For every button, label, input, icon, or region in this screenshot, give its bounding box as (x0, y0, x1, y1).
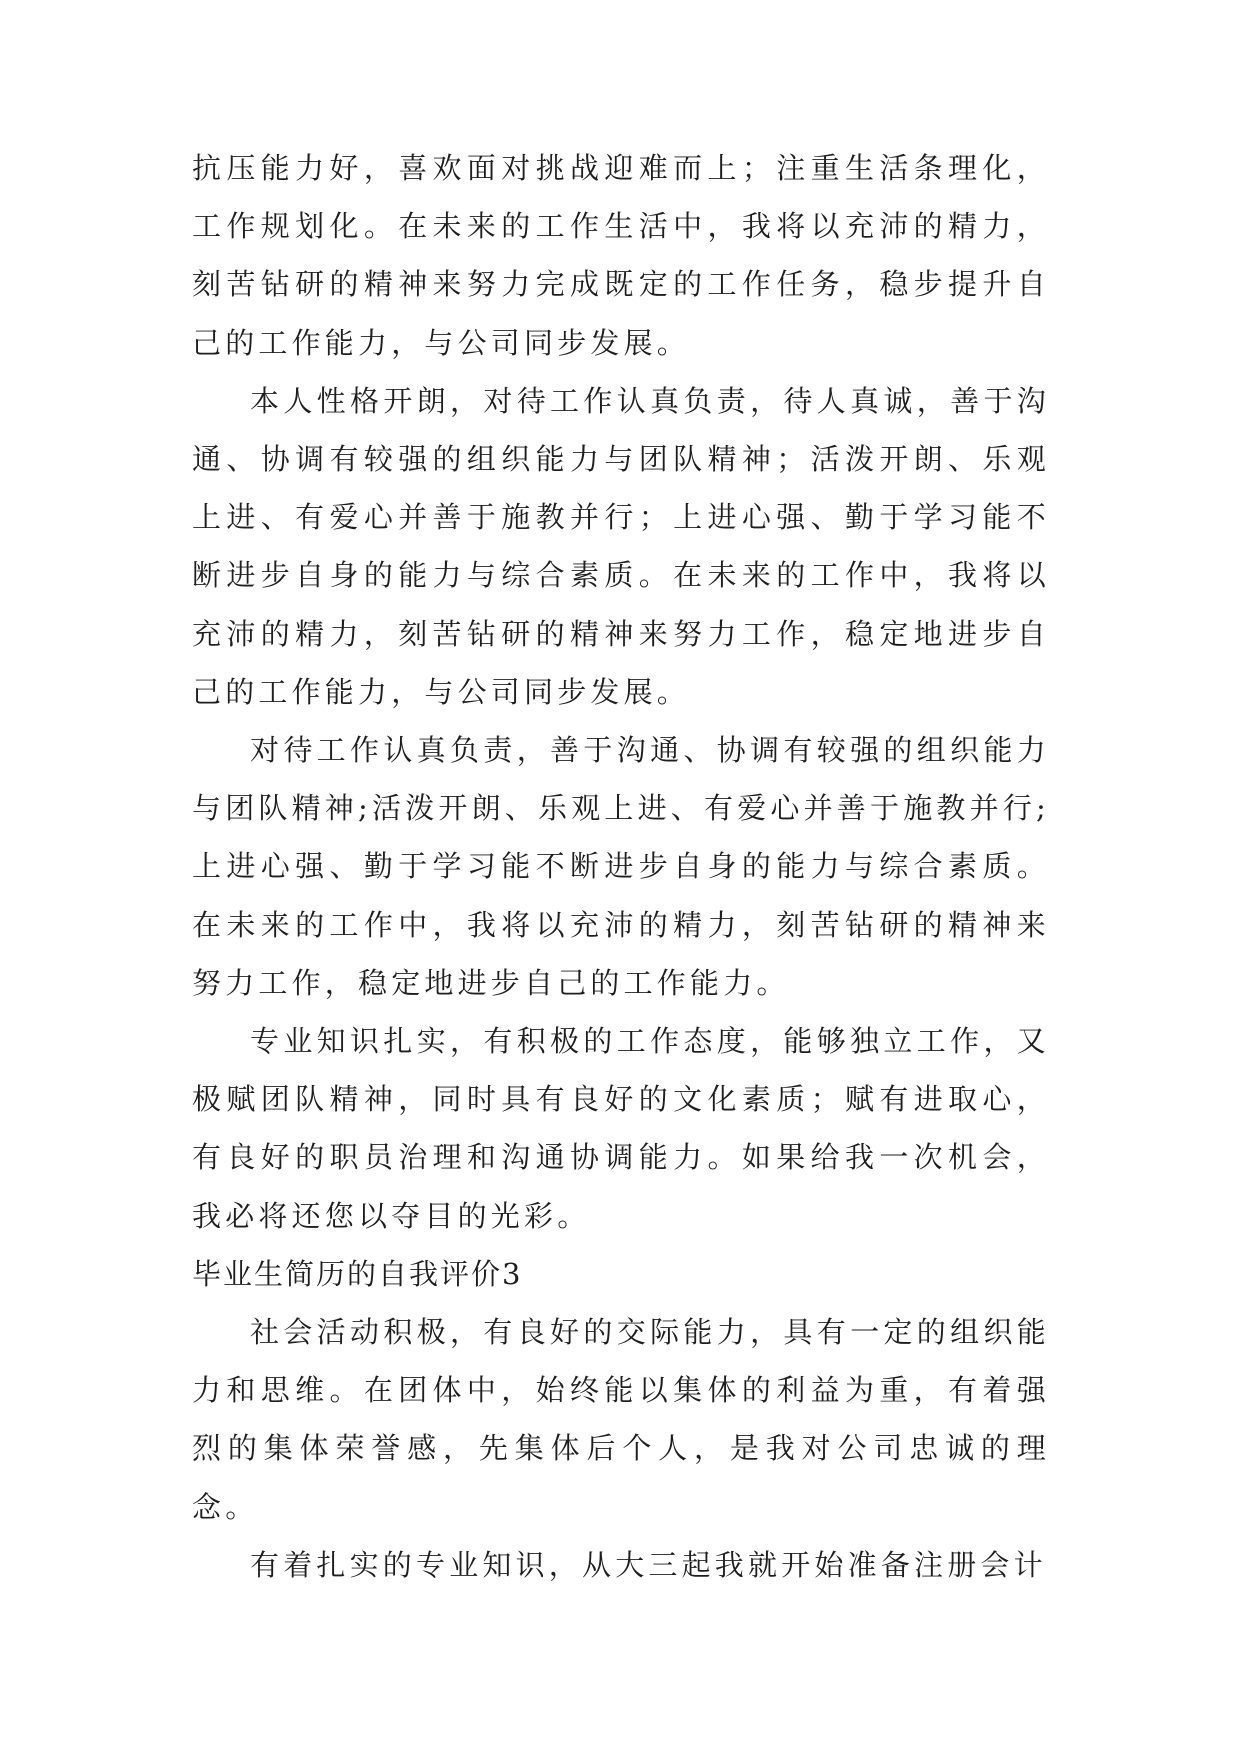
section-heading: 毕业生简历的自我评价3 (192, 1256, 523, 1291)
document-body (192, 139, 1050, 1594)
paragraph-continued: 抗压能力好，喜欢面对挑战迎难而上；注重生活条理化，工作规划化。在未来的工作生活中，我将以充沛的精力，刻苦钻研的精神来努力完成既定的工作任务，稳步提升自己的工作能力，与公司同步发展。 (192, 151, 1050, 360)
paragraph-social-activity: 社会活动积极，有良好的交际能力，具有一定的组织能力和思维。在团体中，始终能以集体的利益为重，有着强烈的集体荣誉感，先集体后个人，是我对公司忠诚的理念。 (192, 1315, 1050, 1524)
paragraph-personality: 本人性格开朗，对待工作认真负责，待人真诚，善于沟通、协调有较强的组织能力与团队精神；活泼开朗、乐观上进、有爱心并善于施教并行；上进心强、勤于学习能不断进步自身的能力与综合素质。在未来的工作中，我将以充沛的精力，刻苦钻研的精神来努力工作，稳定地进步自己的工作能力，与公司同步发展。 (192, 383, 1050, 709)
paragraph-professional-foundation: 有着扎实的专业知识，从大三起我就开始准备注册会计 (250, 1547, 1047, 1582)
paragraph-professional-knowledge: 专业知识扎实，有积极的工作态度，能够独立工作，又极赋团队精神，同时具有良好的文化素质；赋有进取心，有良好的职员治理和沟通协调能力。如果给我一次机会，我必将还您以夺目的光彩。 (192, 1024, 1050, 1233)
paragraph-work-attitude: 对待工作认真负责，善于沟通、协调有较强的组织能力与团队精神;活泼开朗、乐观上进、有爱心并善于施教并行;上进心强、勤于学习能不断进步自身的能力与综合素质。在未来的工作中，我将以充沛的精力，刻苦钻研的精神来努力工作，稳定地进步自己的工作能力。 (192, 733, 1050, 1000)
